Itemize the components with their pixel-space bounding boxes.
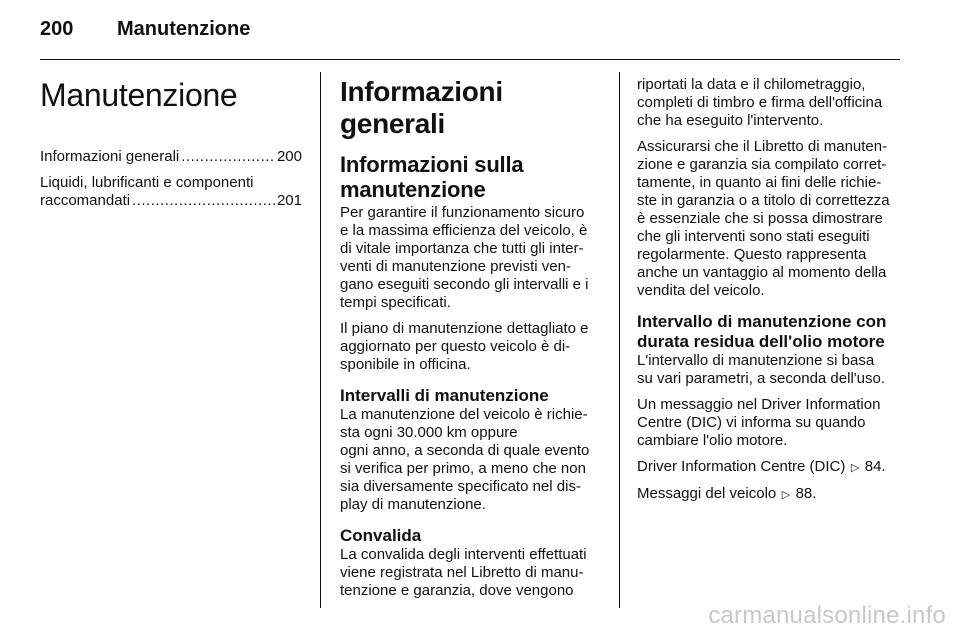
- text-line: Per garantire il funzionamento sicuro: [340, 204, 585, 221]
- text-line: sta ogni 30.000 km oppure: [340, 424, 518, 441]
- toc-entry[interactable]: [40, 174, 302, 210]
- topic-title: Intervalli di manutenzione: [340, 386, 549, 405]
- toc-entry-text: Informazioni generali: [40, 148, 180, 165]
- subsection-title-line: Informazioni sulla: [340, 152, 524, 177]
- text-line: su vari parametri, a seconda dell'uso.: [637, 370, 885, 387]
- header-rule: [40, 59, 900, 60]
- chapter-title: Manutenzione: [40, 77, 238, 113]
- cross-reference-text: Driver Information Centre (DIC): [637, 458, 846, 475]
- text-line: che gli interventi sono stati eseguiti: [637, 228, 870, 245]
- toc-leader-dots: [181, 148, 276, 166]
- topic-title: Convalida: [340, 526, 422, 545]
- text-line: zione e garanzia sia compilato corret-: [637, 156, 887, 173]
- text-line: L'intervallo di manutenzione si basa: [637, 352, 875, 369]
- text-line: venti di manutenzione previsti ven-: [340, 258, 571, 275]
- section-title: Informazioni generali: [340, 76, 503, 139]
- running-title: Manutenzione: [117, 18, 251, 40]
- text-line: Un messaggio nel Driver Information: [637, 396, 881, 413]
- paragraph: [637, 138, 900, 300]
- topic-title: [637, 312, 900, 352]
- subsection-title-line: manutenzione: [340, 177, 486, 202]
- cross-reference[interactable]: [637, 458, 900, 477]
- topic-title-line: durata residua dell'olio motore: [637, 332, 885, 351]
- text-line: Centre (DIC) vi informa su quando: [637, 414, 866, 431]
- paragraph: [340, 204, 602, 312]
- text-line: Assicurarsi che il Libretto di manuten-: [637, 138, 888, 155]
- column-2: [340, 70, 602, 608]
- column-divider-1: [320, 72, 321, 608]
- triangle-right-icon: ▷: [850, 462, 860, 474]
- text-line: riportati la data e il chilometraggio,: [637, 76, 866, 93]
- text-line: viene registrata nel Libretto di manu-: [340, 564, 584, 581]
- text-line: La convalida degli interventi effettuati: [340, 546, 587, 563]
- cross-reference-page: 88.: [795, 485, 817, 502]
- toc-entry[interactable]: [40, 148, 302, 166]
- text-line: La manutenzione del veicolo è richie-: [340, 406, 588, 423]
- column-1: [40, 70, 302, 218]
- text-line: aggiornato per questo veicolo è di-: [340, 338, 571, 355]
- text-line: tempi specificati.: [340, 294, 451, 311]
- toc-entry-text: Liquidi, lubrificanti e componenti: [40, 174, 254, 191]
- triangle-right-icon: ▷: [781, 489, 791, 501]
- text-line: e la massima efficienza del veicolo, è: [340, 222, 588, 239]
- toc-entry-page: 201: [276, 192, 302, 209]
- cross-reference-text: Messaggi del veicolo: [637, 485, 777, 502]
- text-line: vendita del veicolo.: [637, 282, 765, 299]
- cross-reference-page: 84.: [864, 458, 886, 475]
- toc-leader-dots: [132, 192, 276, 210]
- text-line: si verifica per primo, a meno che non: [340, 460, 586, 477]
- paragraph: [340, 320, 602, 374]
- text-line: anche un vantaggio al momento della: [637, 264, 887, 281]
- paragraph: [637, 352, 900, 388]
- topic-title-line: Intervallo di manutenzione con: [637, 312, 887, 331]
- text-line: gano eseguiti secondo gli intervalli e i: [340, 276, 589, 293]
- column-3: [637, 76, 900, 512]
- text-line: regolarmente. Questo rappresenta: [637, 246, 867, 263]
- text-line: è essenziale che si possa dimostrare: [637, 210, 883, 227]
- text-line: play di manutenzione.: [340, 496, 486, 513]
- text-line: ogni anno, a seconda di quale evento: [340, 442, 590, 459]
- column-divider-2: [619, 72, 620, 608]
- watermark: carmanualsonline.info: [708, 602, 946, 629]
- page-number: 200: [40, 18, 74, 40]
- text-line: tamente, in quanto ai fini delle richie-: [637, 174, 882, 191]
- subsection-title: [340, 152, 602, 202]
- cross-reference[interactable]: [637, 485, 900, 504]
- paragraph: [637, 396, 900, 450]
- text-line: che ha eseguito l'intervento.: [637, 112, 824, 129]
- paragraph: [340, 546, 602, 600]
- text-line: sponibile in officina.: [340, 356, 471, 373]
- text-line: ste in garanzia o a titolo di correttezza: [637, 192, 890, 209]
- text-line: sia diversamente specificato nel dis-: [340, 478, 581, 495]
- text-line: Il piano di manutenzione dettagliato e: [340, 320, 589, 337]
- text-line: di vitale importanza che tutti gli inter-: [340, 240, 584, 257]
- text-line: cambiare l'olio motore.: [637, 432, 788, 449]
- paragraph: [637, 76, 900, 130]
- paragraph: [340, 406, 602, 514]
- toc-entry-page: 200: [276, 148, 302, 165]
- text-line: completi di timbro e firma dell'officina: [637, 94, 883, 111]
- toc-entry-text-cont: raccomandati: [40, 192, 131, 209]
- text-line: tenzione e garanzia, dove vengono: [340, 582, 574, 599]
